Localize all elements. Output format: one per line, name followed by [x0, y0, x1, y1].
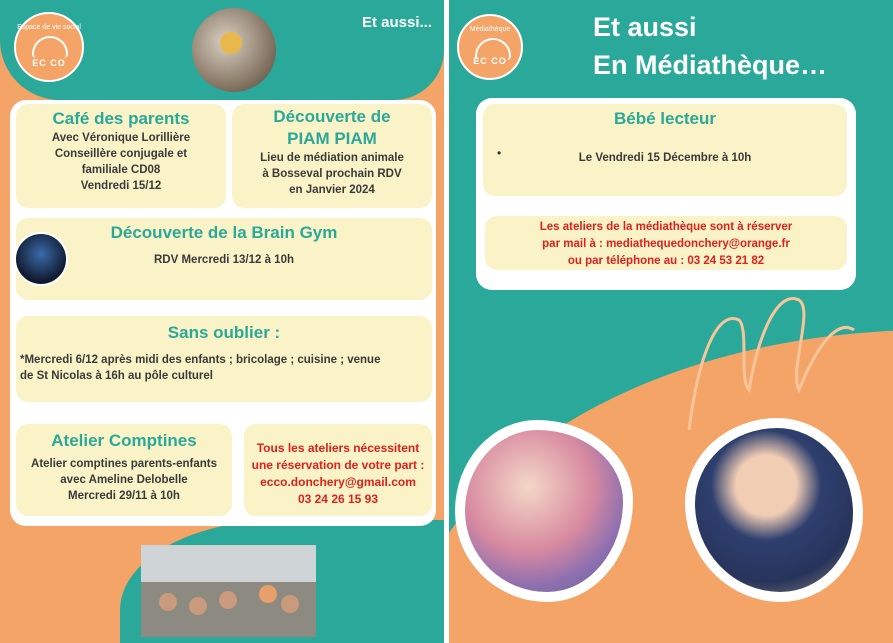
page-title [593, 8, 827, 84]
children-photo [465, 430, 623, 592]
bebe-bullet-item [483, 148, 847, 166]
reservation-line-2: une réservation de votre part : [251, 458, 425, 472]
title-line-1: Et aussi [593, 12, 697, 42]
comptines-line-1: Atelier comptines parents-enfants [31, 458, 217, 470]
reservation-line-1: Tous les ateliers nécessitent [256, 441, 420, 455]
sans-oublier-box [16, 316, 432, 402]
right-flyer-page [449, 0, 893, 643]
logo-ecco-text: EC CO [473, 56, 507, 66]
reservation-email[interactable]: ecco.donchery@gmail.com [260, 475, 416, 489]
piam-line-2: à Bosseval prochain RDV [262, 168, 402, 180]
logo-subtitle: Médiathèque [469, 26, 511, 33]
cafe-parents-box [16, 104, 226, 208]
info-line-1: Les ateliers de la médiathèque sont à réserver [539, 221, 793, 233]
comptines-box [16, 424, 232, 516]
cafe-line-3: familiale CD08 [81, 164, 161, 176]
bebe-title: Bébé lecteur [613, 109, 717, 128]
comptines-line-3: Mercredi 29/11 à 10h [68, 490, 180, 502]
piam-piam-box [232, 104, 432, 208]
logo-ecco-text: EC CO [32, 58, 66, 68]
oublier-title: Sans oublier : [167, 323, 281, 342]
cafe-line-2: Conseillère conjugale et [54, 148, 188, 160]
oublier-line-2: de St Nicolas à 16h au pôle culturel [20, 370, 214, 382]
bullet-icon: • [497, 146, 502, 160]
bebe-lecteur-box [483, 104, 847, 196]
mediatheque-logo [457, 14, 523, 80]
logo-subtitle: Espace de vie social [17, 24, 81, 31]
piam-title-2: PIAM PIAM [287, 129, 377, 148]
workshop-photo [141, 545, 316, 637]
info-line-2[interactable]: par mail à : mediathequedonchery@orange.fr [542, 238, 790, 250]
left-flyer-page [0, 0, 444, 643]
cockatiel-photo [192, 8, 276, 92]
page-divider [444, 0, 449, 643]
reservation-box [244, 424, 432, 516]
baby-photo [695, 428, 853, 592]
piam-line-3: en Janvier 2024 [289, 184, 375, 196]
piam-title-1: Découverte de [273, 107, 391, 126]
cafe-title: Café des parents [52, 109, 190, 128]
cafe-line-1: Avec Véronique Lorillière [51, 132, 191, 144]
page-title: Et aussi... [361, 14, 432, 31]
oublier-line-1: *Mercredi 6/12 après midi des enfants ; bricolage ; cuisine ; venue [20, 354, 381, 366]
bebe-date: Le Vendredi 15 Décembre à 10h [578, 152, 752, 164]
hands-icon [32, 36, 68, 58]
cafe-line-4: Vendredi 15/12 [80, 180, 162, 192]
gym-text: RDV Mercredi 13/12 à 10h [154, 254, 294, 266]
reservation-info-box [485, 216, 847, 270]
piam-line-1: Lieu de médiation animale [260, 152, 404, 164]
brain-gym-photo [14, 232, 68, 286]
brain-gym-box [16, 218, 432, 300]
reservation-phone[interactable]: 03 24 26 15 93 [297, 492, 379, 506]
info-line-3[interactable]: ou par téléphone au : 03 24 53 21 82 [567, 255, 765, 267]
title-line-2: En Médiathèque… [593, 50, 828, 80]
comptines-title: Atelier Comptines [51, 431, 197, 450]
ecco-logo [14, 12, 84, 82]
comptines-line-2: avec Ameline Delobelle [60, 474, 188, 486]
gym-title: Découverte de la Brain Gym [110, 223, 338, 242]
